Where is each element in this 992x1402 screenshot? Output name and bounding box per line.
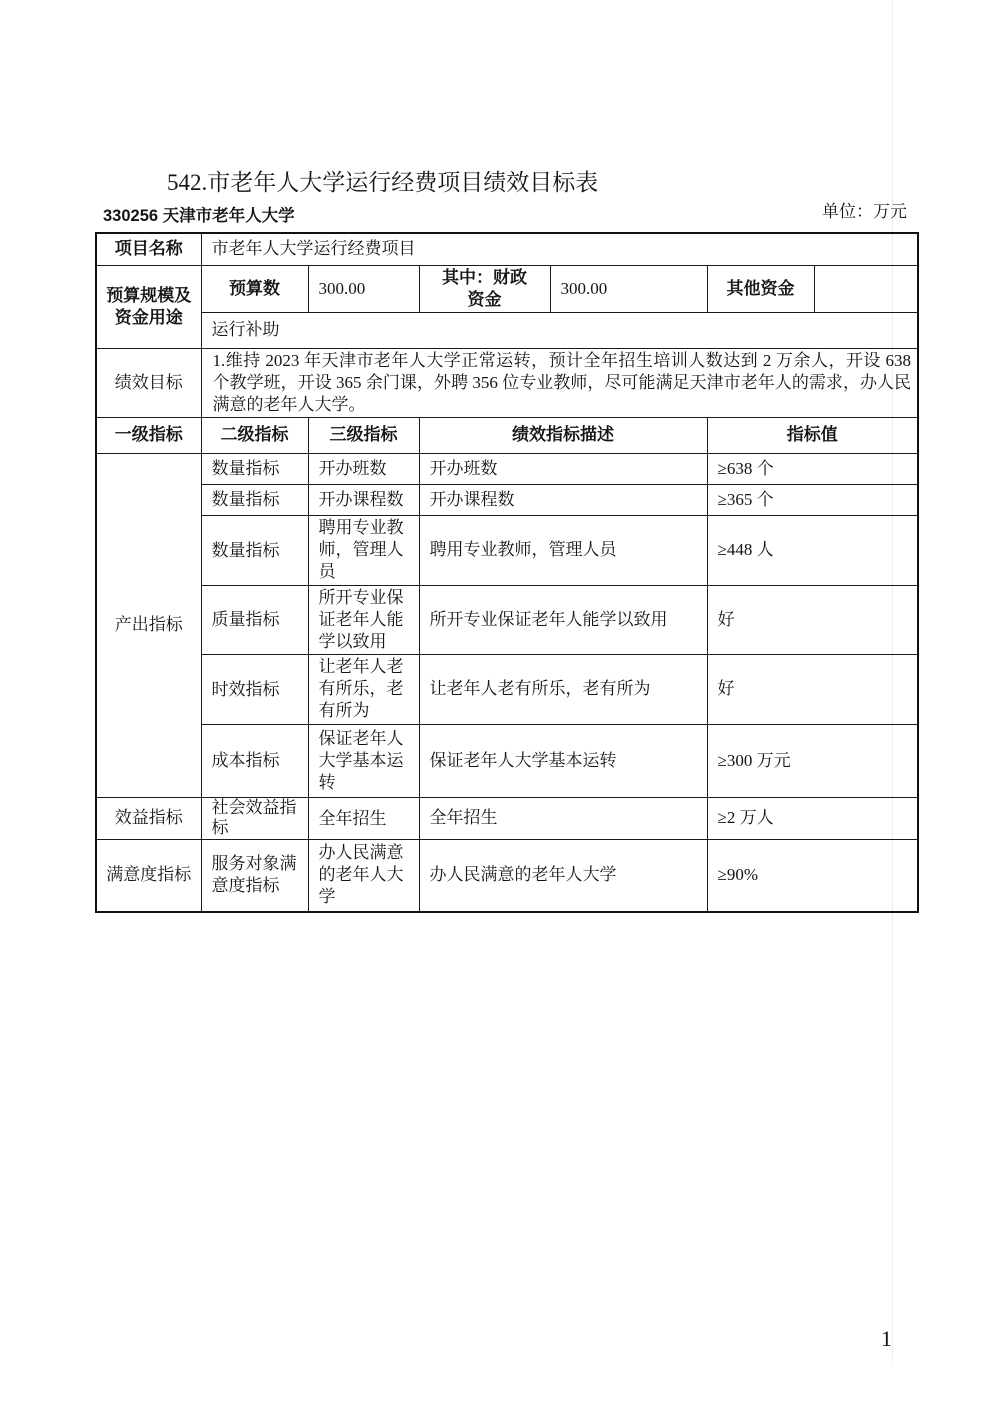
level2-indicator bbox=[201, 654, 308, 724]
indicator-description: 让老年人老有所乐，老有所为 bbox=[419, 654, 707, 724]
fund-usage-row bbox=[96, 312, 918, 348]
level2-indicator-text: 成本指标 bbox=[211, 751, 280, 771]
indicator-value: 好 bbox=[707, 654, 918, 724]
level2-indicator bbox=[201, 585, 308, 654]
level3-indicator bbox=[308, 654, 419, 724]
indicator-value: ≥638 个 bbox=[707, 453, 918, 484]
indicator-description: 所开专业保证老年人能学以致用 bbox=[419, 585, 707, 654]
fiscal-funds-label bbox=[419, 265, 550, 312]
level2-indicator-text: 数量指标 bbox=[211, 490, 280, 510]
level3-indicator-text: 办人民满意的老年人大学 bbox=[318, 843, 404, 907]
other-funds-label: 其他资金 bbox=[707, 265, 814, 312]
fiscal-funds-value: 300.00 bbox=[550, 265, 707, 312]
level3-indicator-text: 开办课程数 bbox=[318, 490, 404, 510]
header-value: 指标值 bbox=[707, 417, 918, 453]
indicator-value: ≥2 万人 bbox=[707, 797, 918, 839]
header-level1: 一级指标 bbox=[96, 417, 201, 453]
level2-indicator bbox=[201, 724, 308, 797]
level2-indicator-text: 质量指标 bbox=[211, 610, 280, 630]
page-number: 1 bbox=[881, 1326, 892, 1351]
level3-indicator-text: 让老年人老有所乐，老有所为 bbox=[318, 657, 404, 720]
project-name-row bbox=[96, 233, 918, 265]
level3-indicator-text: 开办班数 bbox=[318, 459, 387, 479]
level1-indicator: 效益指标 bbox=[96, 797, 201, 839]
budget-amount-value: 300.00 bbox=[308, 265, 419, 312]
indicator-row bbox=[96, 654, 918, 724]
other-funds-value bbox=[814, 265, 918, 312]
level2-indicator bbox=[201, 797, 308, 839]
level2-indicator-text: 服务对象满意度指标 bbox=[211, 854, 297, 896]
unit-label: 单位：万元 bbox=[822, 202, 907, 221]
indicator-row bbox=[96, 724, 918, 797]
fund-usage-value: 运行补助 bbox=[201, 312, 918, 348]
budget-label-text: 预算规模及资金用途 bbox=[106, 285, 192, 327]
indicator-description: 保证老年人大学基本运转 bbox=[419, 724, 707, 797]
level3-indicator bbox=[308, 453, 419, 484]
indicator-row bbox=[96, 484, 918, 515]
indicator-row bbox=[96, 797, 918, 839]
level2-indicator bbox=[201, 515, 308, 585]
indicator-value: ≥300 万元 bbox=[707, 724, 918, 797]
indicator-row bbox=[96, 453, 918, 484]
budget-amount-label: 预算数 bbox=[201, 265, 308, 312]
project-name-label: 项目名称 bbox=[96, 233, 201, 265]
indicator-row bbox=[96, 515, 918, 585]
document-title: 542.市老年人大学运行经费项目绩效目标表 bbox=[167, 170, 599, 195]
level2-indicator bbox=[201, 484, 308, 515]
indicator-description: 开办课程数 bbox=[419, 484, 707, 515]
indicator-value: 好 bbox=[707, 585, 918, 654]
indicator-header-row bbox=[96, 417, 918, 453]
organization-name: 330256 天津市老年人大学 bbox=[103, 207, 295, 225]
level1-indicator: 产出指标 bbox=[96, 453, 201, 797]
fiscal-funds-label-text: 其中：财政资金 bbox=[442, 267, 527, 309]
indicator-value: ≥365 个 bbox=[707, 484, 918, 515]
indicator-description: 聘用专业教师，管理人员 bbox=[419, 515, 707, 585]
indicator-value: ≥90% bbox=[707, 839, 918, 912]
level3-indicator bbox=[308, 585, 419, 654]
indicator-row bbox=[96, 585, 918, 654]
level3-indicator bbox=[308, 724, 419, 797]
level2-indicator-text: 数量指标 bbox=[211, 540, 280, 560]
project-name-value: 市老年人大学运行经费项目 bbox=[201, 233, 918, 265]
header-level2: 二级指标 bbox=[201, 417, 308, 453]
level3-indicator bbox=[308, 484, 419, 515]
level2-indicator-text: 社会效益指标 bbox=[211, 798, 297, 837]
level2-indicator-text: 数量指标 bbox=[211, 459, 280, 479]
level3-indicator-text: 保证老年人大学基本运转 bbox=[318, 728, 404, 792]
level3-indicator bbox=[308, 797, 419, 839]
header-description: 绩效指标描述 bbox=[419, 417, 707, 453]
level1-indicator: 满意度指标 bbox=[96, 839, 201, 912]
budget-row bbox=[96, 265, 918, 312]
indicator-description: 开办班数 bbox=[419, 453, 707, 484]
level2-indicator-text: 时效指标 bbox=[211, 679, 280, 699]
performance-goal-row bbox=[96, 348, 918, 417]
indicator-description: 办人民满意的老年人大学 bbox=[419, 839, 707, 912]
header-level3: 三级指标 bbox=[308, 417, 419, 453]
level3-indicator-text: 全年招生 bbox=[318, 808, 387, 828]
performance-target-table bbox=[95, 232, 919, 913]
indicator-description: 全年招生 bbox=[419, 797, 707, 839]
level2-indicator bbox=[201, 453, 308, 484]
level3-indicator-text: 聘用专业教师，管理人员 bbox=[318, 518, 404, 581]
performance-goal-label: 绩效目标 bbox=[96, 348, 201, 417]
budget-label bbox=[96, 265, 201, 348]
level3-indicator bbox=[308, 515, 419, 585]
performance-goal-text: 1.维持 2023 年天津市老年人大学正常运转，预计全年招生培训人数达到 2 万余人，开设 638 个教学班，开设 365 余门课，外聘 356 位专业教师，尽可能满足天津市老年人的需求，办人民满意的老年人大学。 bbox=[201, 348, 918, 417]
level3-indicator-text: 所开专业保证老年人能学以致用 bbox=[318, 587, 404, 651]
level3-indicator bbox=[308, 839, 419, 912]
indicator-value: ≥448 人 bbox=[707, 515, 918, 585]
indicator-row bbox=[96, 839, 918, 912]
level2-indicator bbox=[201, 839, 308, 912]
